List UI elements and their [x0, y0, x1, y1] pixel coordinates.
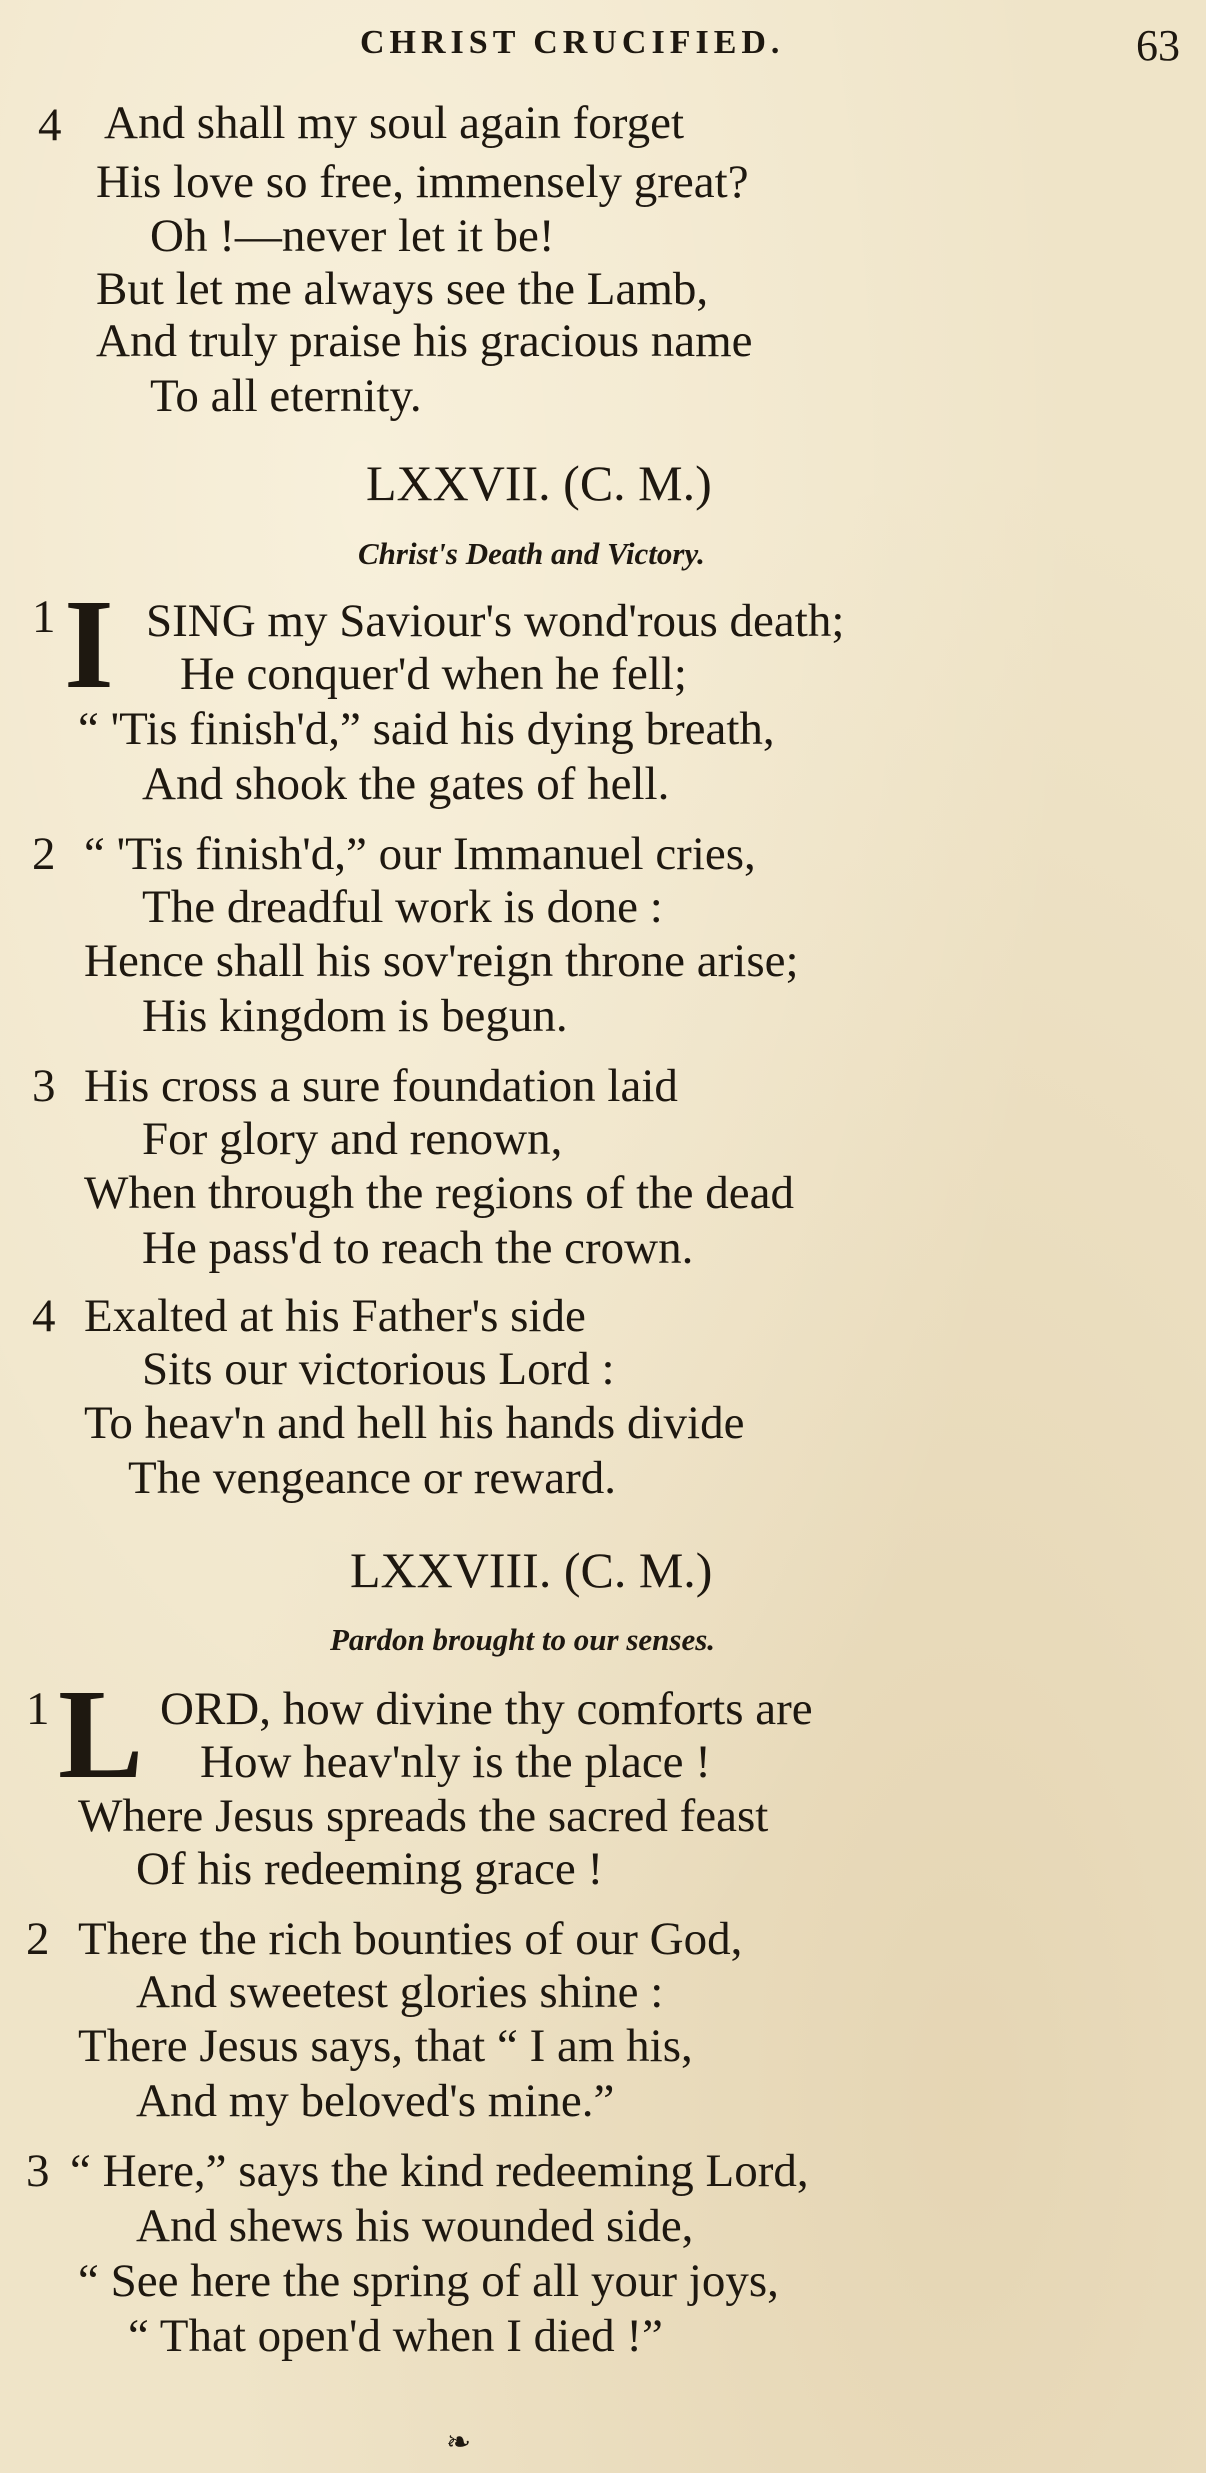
- ornament-mark: ❧: [446, 2426, 472, 2459]
- verse-line: But let me always see the Lamb,: [96, 263, 709, 315]
- verse-line: “ 'Tis finish'd,” our Immanuel cries,: [84, 828, 756, 880]
- verse-line: Sits our victorious Lord :: [142, 1343, 615, 1395]
- verse-number: 3: [32, 1060, 56, 1112]
- hymn-title: LXXVII. (C. M.): [366, 455, 712, 511]
- verse-line: ORD, how divine thy comforts are: [160, 1683, 813, 1735]
- verse-line: His kingdom is begun.: [142, 990, 568, 1042]
- verse-number: 4: [38, 99, 62, 151]
- verse-line: Hence shall his sov'reign throne arise;: [84, 935, 799, 987]
- drop-cap: I: [64, 573, 114, 715]
- verse-line: And my beloved's mine.”: [136, 2075, 615, 2127]
- verse-line: The vengeance or reward.: [128, 1452, 616, 1504]
- hymn-subtitle: Christ's Death and Victory.: [358, 536, 705, 571]
- verse-line: There the rich bounties of our God,: [78, 1913, 743, 1965]
- verse-line: Where Jesus spreads the sacred feast: [78, 1790, 769, 1842]
- verse-line: He pass'd to reach the crown.: [142, 1222, 694, 1274]
- verse-line: And sweetest glories shine :: [136, 1966, 664, 2018]
- verse-line: “ That open'd when I died !”: [128, 2310, 663, 2362]
- verse-line: For glory and renown,: [142, 1113, 563, 1165]
- verse-line: The dreadful work is done :: [142, 881, 663, 933]
- verse-line: “ See here the spring of all your joys,: [78, 2255, 779, 2307]
- verse-line: His love so free, immensely great?: [96, 156, 749, 208]
- verse-number: 1: [26, 1683, 50, 1735]
- verse-line: When through the regions of the dead: [84, 1167, 795, 1219]
- verse-number: 4: [32, 1290, 56, 1342]
- verse-line: And shook the gates of hell.: [142, 758, 670, 810]
- verse-line: Oh !—never let it be!: [150, 210, 555, 262]
- hymn-subtitle: Pardon brought to our senses.: [330, 1622, 716, 1657]
- verse-number: 2: [26, 1913, 50, 1965]
- verse-number: 3: [26, 2145, 50, 2197]
- verse-line: He conquer'd when he fell;: [180, 648, 687, 700]
- verse-line: Exalted at his Father's side: [84, 1290, 586, 1342]
- verse-line: There Jesus says, that “ I am his,: [78, 2020, 693, 2072]
- verse-line: To all eternity.: [150, 370, 422, 422]
- verse-line: And truly praise his gracious name: [96, 315, 753, 367]
- drop-cap: L: [58, 1663, 144, 1805]
- verse-line: SING my Saviour's wond'rous death;: [146, 595, 845, 647]
- verse-number: 1: [32, 591, 56, 643]
- verse-line: How heav'nly is the place !: [200, 1736, 711, 1788]
- page-number: 63: [1136, 21, 1180, 70]
- verse-line: And shall my soul again forget: [104, 97, 685, 149]
- verse-line: His cross a sure foundation laid: [84, 1060, 678, 1112]
- hymn-title: LXXVIII. (C. M.): [350, 1542, 713, 1598]
- verse-line: Of his redeeming grace !: [136, 1843, 604, 1895]
- verse-line: To heav'n and hell his hands divide: [84, 1397, 745, 1449]
- verse-line: “ 'Tis finish'd,” said his dying breath,: [78, 703, 775, 755]
- running-head: CHRIST CRUCIFIED.: [360, 24, 785, 61]
- verse-number: 2: [32, 828, 56, 880]
- verse-line: And shews his wounded side,: [136, 2200, 694, 2252]
- verse-line: “ Here,” says the kind redeeming Lord,: [70, 2145, 809, 2197]
